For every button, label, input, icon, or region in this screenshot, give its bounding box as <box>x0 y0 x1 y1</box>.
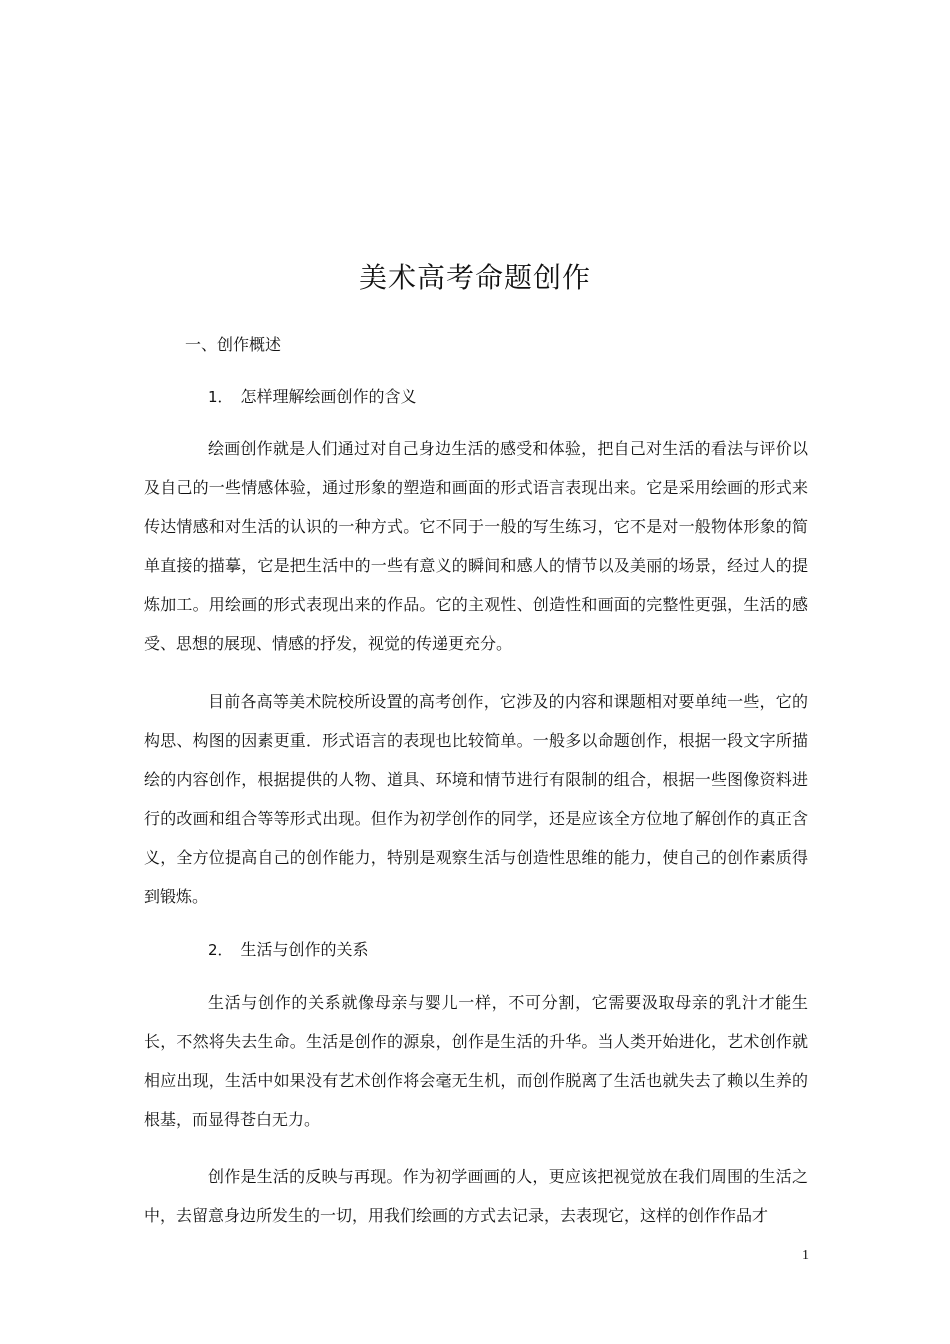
section-heading: 一、创作概述 <box>185 335 282 354</box>
subsection-title-1: 怎样理解绘画创作的含义 <box>240 387 417 406</box>
subsection-title-2: 生活与创作的关系 <box>240 940 369 959</box>
document-title: 美术高考命题创作 <box>358 261 591 294</box>
subsection-number-2: 2． <box>208 941 233 959</box>
paragraph-1: 绘画创作就是人们通过对自己身边生活的感受和体验，把自己对生活的看法与评价以及自己的一些情感体验，通过形象的塑造和画面的形式语言表现出来。它是采用绘画的形式来传达情感和对生活的认识的一种方式。它不同于一般的写生练习，它不是对一般物体形象的简单直接的描摹，它是把生活中的一些有意义的瞬间和感人的情节以及美丽的场景，经过人的提炼加工。用绘画的形式表现出来的作品。它的主观性、创造性和画面的完整性更强，生活的感受、思想的展现、情感的抒发，视觉的传递更充分。 <box>144 439 808 653</box>
paragraph-3: 生活与创作的关系就像母亲与婴儿一样，不可分割，它需要汲取母亲的乳汁才能生长，不然将失去生命。生活是创作的源泉，创作是生活的升华。当人类开始进化，艺术创作就相应出现，生活中如果没有艺术创作将会毫无生机，而创作脱离了生活也就失去了赖以生养的根基，而显得苍白无力。 <box>144 993 808 1129</box>
subsection-number-1: 1． <box>208 388 233 406</box>
paragraph-4: 创作是生活的反映与再现。作为初学画画的人，更应该把视觉放在我们周围的生活之中，去留意身边所发生的一切，用我们绘画的方式去记录，去表现它，这样的创作作品才 <box>144 1167 808 1225</box>
subsection-heading-1 <box>208 385 417 409</box>
subsection-heading-2 <box>208 938 369 962</box>
paragraph-2: 目前各高等美术院校所设置的高考创作，它涉及的内容和课题相对要单纯一些，它的构思、构图的因素更重．形式语言的表现也比较简单。一般多以命题创作，根据一段文字所描绘的内容创作，根据提供的人物、道具、环境和情节进行有限制的组合，根据一些图像资料进行的改画和组合等等形式出现。但作为初学创作的同学，还是应该全方位地了解创作的真正含义，全方位提高自己的创作能力，特别是观察生活与创造性思维的能力，使自己的创作素质得到锻炼。 <box>144 692 808 906</box>
page-number: 1 <box>802 1248 809 1263</box>
